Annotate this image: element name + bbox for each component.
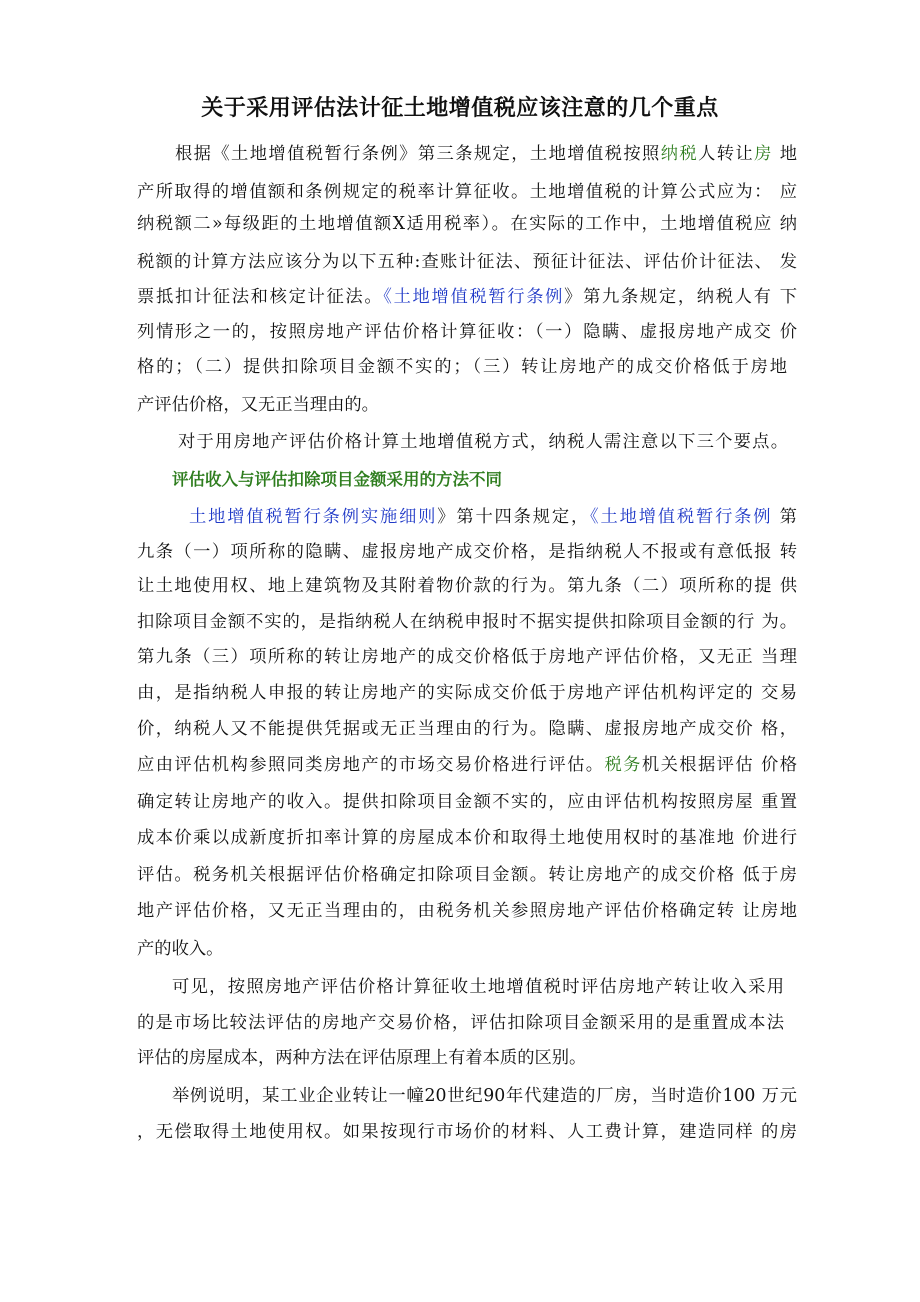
paragraph-4-line-2: 的是市场比较法评估的房地产交易价格，评估扣除项目金额采用的是重置成本法 — [137, 1013, 784, 1033]
section-heading: 评估收入与评估扣除项目金额采用的方法不同 — [172, 470, 502, 489]
paragraph-1-line-5: 票抵扣计征法和核定计征法。《土地增值税暂行条例》第九条规定，纳税人有 下 — [137, 287, 797, 307]
paragraph-1-line-4: 税额的计算方法应该分为以下五种:查账计征法、预征计征法、评估价计征法、 发 — [137, 252, 797, 272]
paragraph-3-line-13: 产的收入。 — [137, 939, 224, 959]
link-fang[interactable]: 房 — [754, 144, 773, 164]
paragraph-3-line-10: 成本价乘以成新度折扣率计算的房屋成本价和取得土地使用权时的基准地 价进行 — [137, 828, 797, 848]
paragraph-1-line-3: 纳税额二»每级距的土地增值额X适用税率）。在实际的工作中，土地增值税应 纳 — [137, 214, 797, 234]
paragraph-5-line-1: 举例说明，某工业企业转让一幢20世纪90年代建造的厂房，当时造价100 万元 — [172, 1086, 797, 1106]
link-tax[interactable]: 税务 — [604, 755, 642, 775]
paragraph-1-line-8: 产评估价格，又无正当理由的。 — [137, 395, 379, 415]
paragraph-3-line-1: 土地增值税暂行条例实施细则》第十四条规定，《土地增值税暂行条例 第 — [189, 507, 797, 527]
paragraph-1-line-6: 列情形之一的，按照房地产评估价格计算征收：（一）隐瞒、虚报房地产成交 价 — [137, 322, 797, 342]
paragraph-3-line-8: 应由评估机构参照同类房地产的市场交易价格进行评估。税务机关根据评估 价格 — [137, 755, 797, 775]
paragraph-4-line-3: 评估的房屋成本，两种方法在评估原理上有着本质的区别。 — [137, 1048, 587, 1068]
document-title: 关于采用评估法计征土地增值税应该注意的几个重点 — [201, 96, 719, 121]
paragraph-3-line-3: 让土地使用权、地上建筑物及其附着物价款的行为。第九条（二）项所称的提 供 — [137, 576, 797, 596]
paragraph-5-line-2: ，无偿取得土地使用权。如果按现行市场价的材料、人工费计算，建造同样 的房 — [137, 1122, 797, 1142]
link-implementation-rules[interactable]: 土地增值税暂行条例实施细则 — [189, 507, 438, 527]
link-regulation-2[interactable]: 《土地增值税暂行条例 — [590, 507, 773, 527]
paragraph-3-line-7: 价，纳税人又不能提供凭据或无正当理由的行为。隐瞒、虚报房地产成交价 格， — [137, 719, 797, 739]
paragraph-4-line-1: 可见，按照房地产评估价格计算征收土地增值税时评估房地产转让收入采用 — [172, 977, 784, 997]
paragraph-3-line-12: 地产评估价格，又无正当理由的，由税务机关参照房地产评估价格确定转 让房地 — [137, 901, 797, 921]
paragraph-3-line-9: 确定转让房地产的收入。提供扣除项目金额不实的，应由评估机构按照房屋 重置 — [137, 792, 797, 812]
paragraph-3-line-2: 九条（一）项所称的隐瞒、虚报房地产成交价格，是指纳税人不报或有意低报 转 — [137, 542, 797, 562]
link-regulation[interactable]: 《土地增值税暂行条例 — [383, 287, 565, 307]
paragraph-3-line-5: 第九条（三）项所称的转让房地产的成交价格低于房地产评估价格，又无正 当理 — [137, 647, 797, 667]
paragraph-2: 对于用房地产评估价格计算土地增值税方式，纳税人需注意以下三个要点。 — [178, 432, 788, 452]
paragraph-1-line-2: 产所取得的增值额和条例规定的税率计算征收。土地增值税的计算公式应为： 应 — [137, 182, 797, 202]
paragraph-3-line-11: 评估。税务机关根据评估价格确定扣除项目金额。转让房地产的成交价格 低于房 — [137, 865, 797, 885]
paragraph-3-line-6: 由，是指纳税人申报的转让房地产的实际成交价低于房地产评估机构评定的 交易 — [137, 683, 797, 703]
paragraph-1-line-1: 根据《土地增值税暂行条例》第三条规定，土地增值税按照纳税人转让房 地 — [175, 144, 797, 164]
paragraph-1-line-7: 格的；（二）提供扣除项目金额不实的；（三）转让房地产的成交价格低于房地 — [137, 357, 787, 377]
link-nashui[interactable]: 纳税 — [660, 144, 699, 164]
paragraph-3-line-4: 扣除项目金额不实的，是指纳税人在纳税申报时不据实提供扣除项目金额的行 为。 — [137, 612, 797, 632]
